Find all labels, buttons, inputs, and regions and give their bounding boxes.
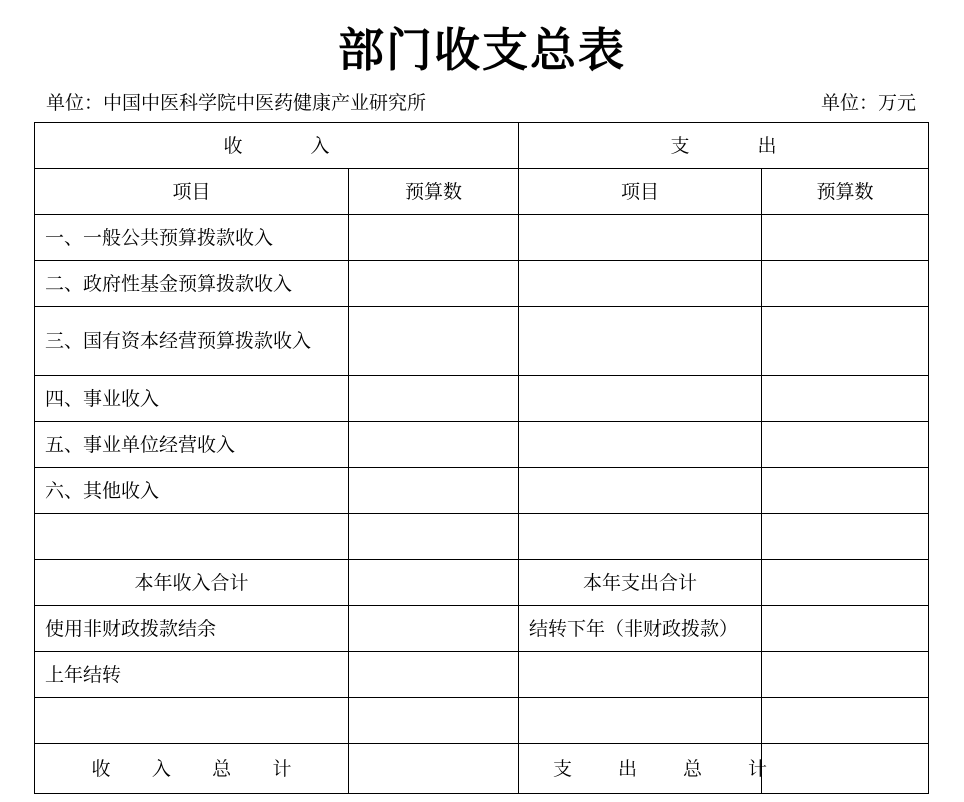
expense-budget-cell (762, 652, 929, 698)
expense-budget-cell (762, 422, 929, 468)
expense-section-header: 支 出 (519, 123, 929, 169)
expense-budget-cell (762, 514, 929, 560)
income-item: 五、事业单位经营收入 (35, 422, 349, 468)
prev-year-carry-value (349, 652, 519, 698)
section-header-row (35, 123, 929, 169)
expense-budget-cell (762, 215, 929, 261)
table-row (35, 698, 929, 744)
income-item: 三、国有资本经营预算拨款收入 (35, 307, 349, 376)
expense-item (519, 698, 762, 744)
income-budget-cell (349, 514, 519, 560)
income-subtotal-value (349, 560, 519, 606)
expense-subtotal-label: 本年支出合计 (519, 560, 762, 606)
income-budget-cell (349, 215, 519, 261)
income-item (35, 698, 349, 744)
table-row (35, 468, 929, 514)
nonfiscal-balance-label: 使用非财政拨款结余 (35, 606, 349, 652)
expense-budget-cell (762, 261, 929, 307)
income-budget-cell (349, 307, 519, 376)
income-budget-cell (349, 422, 519, 468)
income-budget-cell (349, 376, 519, 422)
income-item: 六、其他收入 (35, 468, 349, 514)
expense-item (519, 514, 762, 560)
expense-budget-cell (762, 307, 929, 376)
expense-item (519, 215, 762, 261)
expense-item (519, 468, 762, 514)
table-row (35, 652, 929, 698)
table-row (35, 514, 929, 560)
expense-item (519, 261, 762, 307)
expense-total-label: 支 出 总 计 (519, 744, 762, 794)
income-budget-header: 预算数 (349, 169, 519, 215)
income-item-header: 项目 (35, 169, 349, 215)
income-section-header: 收 入 (35, 123, 519, 169)
expense-subtotal-value (762, 560, 929, 606)
unit-currency: 单位：万元 (820, 92, 916, 114)
income-item (35, 514, 349, 560)
expense-budget-header: 预算数 (762, 169, 929, 215)
income-budget-cell (349, 261, 519, 307)
table-row (35, 307, 929, 376)
column-header-row (35, 169, 929, 215)
expense-item (519, 307, 762, 376)
subtotal-row (35, 560, 929, 606)
unit-organization: 单位：中国中医科学院中医药健康产业研究所 (46, 92, 427, 114)
table-row (35, 422, 929, 468)
expense-budget-cell (762, 468, 929, 514)
expense-total-value (762, 744, 929, 794)
expense-budget-cell (762, 376, 929, 422)
table-row (35, 215, 929, 261)
expense-item (519, 422, 762, 468)
income-budget-cell (349, 698, 519, 744)
nonfiscal-balance-value (349, 606, 519, 652)
income-item: 一、一般公共预算拨款收入 (35, 215, 349, 261)
income-item: 二、政府性基金预算拨款收入 (35, 261, 349, 307)
total-row (35, 744, 929, 794)
table-row (35, 261, 929, 307)
income-item: 四、事业收入 (35, 376, 349, 422)
budget-summary-table (34, 122, 929, 794)
income-total-value (349, 744, 519, 794)
table-row (35, 606, 929, 652)
expense-item-header: 项目 (519, 169, 762, 215)
income-total-label: 收 入 总 计 (35, 744, 349, 794)
expense-budget-cell (762, 698, 929, 744)
prev-year-carry-label: 上年结转 (35, 652, 349, 698)
page-title: 部门收支总表 (338, 23, 626, 77)
table-row (35, 376, 929, 422)
income-subtotal-label: 本年收入合计 (35, 560, 349, 606)
income-budget-cell (349, 468, 519, 514)
carry-forward-next-value (762, 606, 929, 652)
expense-item (519, 376, 762, 422)
expense-item (519, 652, 762, 698)
carry-forward-next-label: 结转下年（非财政拨款） (519, 606, 762, 652)
